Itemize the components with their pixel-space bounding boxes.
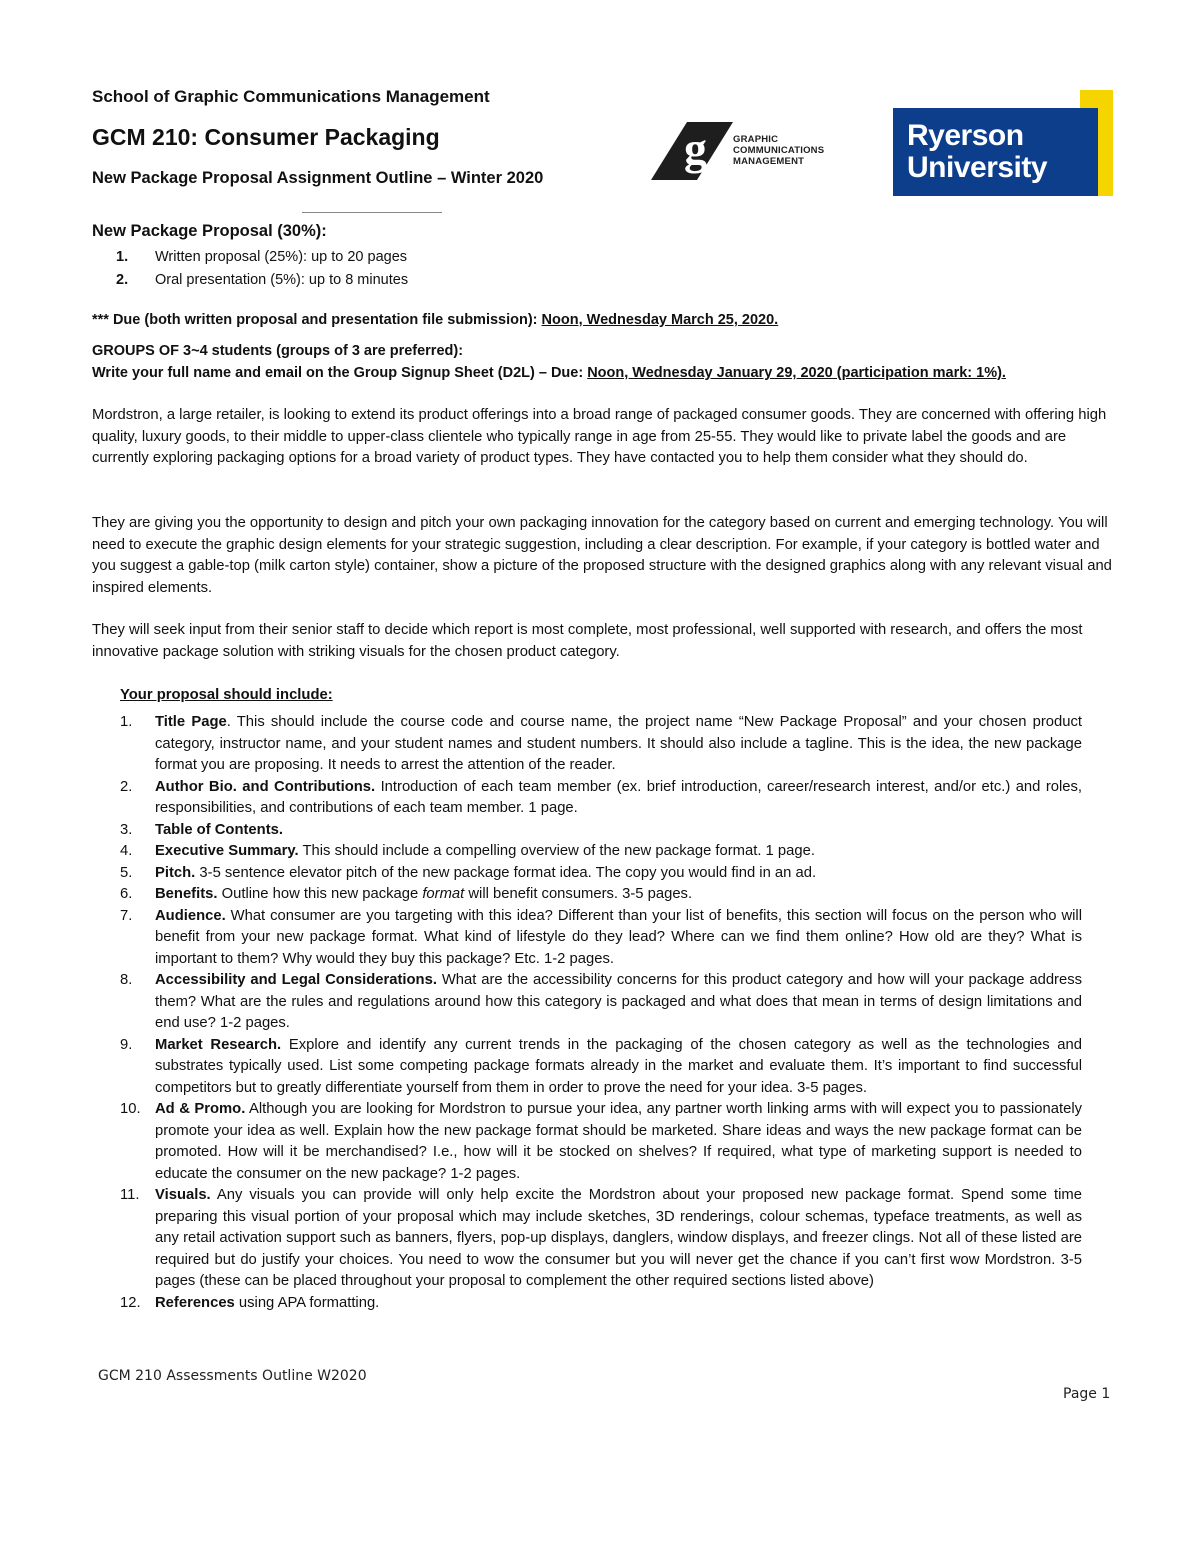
list-item-title: Author Bio. and Contributions. <box>155 778 376 795</box>
list-item <box>120 777 1082 820</box>
list-item-title: Audience. <box>155 907 226 924</box>
group-info: GROUPS OF 3~4 students (groups of 3 are preferred): Write your full name and email on the Group Signup Sheet (D2L) – Due: Noon, Wednesday January 29, 2020 (participation mark: 1%). <box>92 343 1006 381</box>
list-item-text: This should include a compelling overview of the new package format. 1 page. <box>298 843 815 859</box>
list-item <box>120 1035 1082 1100</box>
list-item <box>120 906 1082 971</box>
include-list <box>120 712 1082 1314</box>
list-item-number: 2. <box>120 778 133 795</box>
signup-due-date: Noon, Wednesday January 29, 2020 (participation mark: 1%). <box>587 365 1006 381</box>
svg-text:g: g <box>684 123 707 174</box>
list-item-number: 1. <box>120 714 133 730</box>
list-item-number: 5. <box>120 864 133 881</box>
list-item-text: Any visuals you can provide will only help excite the Mordstron about your proposed new package format. Spend some time preparing this visual portion of your proposal which may include sketches, 3D renderings, colour schemas, typeface treatments, as well as any retail activation support such as banners, flyers, pop-up displays, danglers, window displays, and freezer clings. Not all of these listed are required but do justify your choices. You need to wow the consumer but you will never get the chance if you can’t first wow Mordstron. 3-5 pages (these can be placed throughout your proposal to complement the other required sections listed above) <box>155 1187 1082 1289</box>
school-name: School of Graphic Communications Management <box>92 87 490 106</box>
list-item-title: Visuals. <box>155 1187 211 1203</box>
list-item-text: . This should include the course code and course name, the project name “New Package Proposal” and your chosen product category, instructor name, and your student names and student numbers. It should also include a tagline. This is the idea, the new package format you are proposing. It needs to arrest the attention of the reader. <box>155 714 1082 773</box>
list-item-text: 3-5 sentence elevator pitch of the new package format idea. The copy you would find in an ad. <box>195 864 817 881</box>
ryerson-logo <box>893 108 1098 196</box>
gcm-logo-mark-icon <box>651 116 733 182</box>
proposal-heading: New Package Proposal (30%): <box>92 222 327 240</box>
list-item-title: Market Research. <box>155 1036 282 1053</box>
list-item <box>120 841 1082 863</box>
list-item-title: Pitch. <box>155 864 196 881</box>
list-item-title: Table of Contents. <box>155 821 283 838</box>
list-item-text: using APA formatting. <box>234 1294 380 1311</box>
list-item-title: Accessibility and Legal Considerations. <box>155 972 437 988</box>
list-item-text: Explore and identify any current trends in the packaging of the chosen category as well as the technologies and substrates typically used. List some competing package formats already in the market and evaluate them. It’s important to find successful competitors but to greatly differentiate yourself from them in order to prove the need for your idea. 3-5 pages. <box>155 1036 1082 1096</box>
list-item-title: Executive Summary. <box>155 843 299 859</box>
proposal-components-list <box>116 246 408 292</box>
list-item-text: Introduction of each team member (ex. brief introduction, career/research interest, and/or etc.) and roles, responsibilities, and contributions of each team member. 1 page. <box>155 778 1083 816</box>
list-item-title: Title Page <box>155 714 227 730</box>
list-item <box>120 712 1082 777</box>
list-item-number: 10. <box>120 1101 141 1117</box>
list-item-title: Ad & Promo. <box>155 1101 246 1117</box>
list-item-title: Benefits. <box>155 886 218 902</box>
list-item <box>120 1185 1082 1293</box>
list-item-number: 12. <box>120 1294 141 1311</box>
list-item-text: What are the accessibility concerns for this product category and how will your package address them? What are the rules and regulations around how this category is packaged and what does that mean in terms of design limitations and end use? 1-2 pages. <box>155 972 1082 1031</box>
list-item-number: 11. <box>120 1187 140 1203</box>
paragraph: Mordstron, a large retailer, is looking to extend its product offerings into a broad range of packaged consumer goods. They are concerned with offering high quality, luxury goods, to their middle to upper-class clientele who typically range in age from 25-55. They would like to private label the goods and are currently exploring packaging options for a broad variety of product types. They have contacted you to help them consider what they should do. <box>92 407 1107 466</box>
due-date-line: *** Due (both written proposal and presentation file submission): Noon, Wednesday March 25, 2020. <box>92 312 779 328</box>
ryerson-logo-line2: University <box>907 151 1048 184</box>
due-date: Noon, Wednesday March 25, 2020. <box>541 312 779 328</box>
footer-label: GCM 210 Assessments Outline W2020 <box>98 1368 367 1384</box>
assignment-subtitle: New Package Proposal Assignment Outline – Winter 2020 <box>92 169 544 187</box>
list-item: 1. Written proposal (25%): up to 20 pages <box>116 249 408 265</box>
page-number: Page 1 <box>1063 1386 1111 1402</box>
gcm-logo-text: GRAPHIC COMMUNICATIONS MANAGEMENT <box>733 134 825 167</box>
gcm-logo <box>651 116 831 182</box>
list-item-number: 9. <box>120 1036 133 1053</box>
list-item-text: What consumer are you targeting with this idea? Different than your list of benefits, this section will focus on the person who will benefit from your new package format. What kind of lifestyle do they lead? Where can we find them online? How old are they? What is important to them? Why would they buy this package? Etc. 1-2 pages. <box>155 907 1082 967</box>
list-item-text: will benefit consumers. 3-5 pages. <box>464 886 693 902</box>
list-item-title: References <box>155 1294 235 1311</box>
list-item-number: 7. <box>120 907 133 924</box>
list-item: 2. Oral presentation (5%): up to 8 minutes <box>116 272 409 288</box>
list-item-text: Although you are looking for Mordstron to pursue your idea, any partner worth linking arms with will expect you to passionately promote your idea as well. Explain how the new package format should be marketed. Share ideas and ways the new package format can be promoted. How will it be merchandised? I.e., how will it be stocked on shelves? If required, what type of marketing support is needed to educate the consumer on the new package? 1-2 pages. <box>155 1101 1083 1182</box>
list-item <box>120 1099 1082 1185</box>
list-item-number: 6. <box>120 886 133 902</box>
include-heading: Your proposal should include: <box>120 687 333 703</box>
list-item: 6. Benefits. Outline how this new package format will benefit consumers. 3-5 pages. <box>120 884 1082 906</box>
course-title: GCM 210: Consumer Packaging <box>92 124 440 150</box>
ryerson-logo-line1: Ryerson <box>907 119 1024 152</box>
list-item <box>120 970 1082 1035</box>
paragraph: They are giving you the opportunity to design and pitch your own packaging innovation for the category based on current and emerging technology. You will need to execute the graphic design elements for your strategic suggestion, including a clear description. For example, if your category is bottled water and you suggest a gable-top (milk carton style) container, show a picture of the proposed structure with the designed graphics along with any relevant visual and inspired elements. <box>92 515 1112 596</box>
header-divider <box>302 212 442 213</box>
paragraph: They will seek input from their senior staff to decide which report is most complete, most professional, well supported with research, and offers the most innovative package solution with striking visuals for the chosen product category. <box>92 622 1083 660</box>
list-item <box>120 1293 1082 1315</box>
list-item-number: 8. <box>120 972 133 988</box>
list-item-number: 4. <box>120 843 133 859</box>
list-item <box>120 863 1082 885</box>
list-item-number: 3. <box>120 821 133 838</box>
list-item <box>120 820 1082 842</box>
